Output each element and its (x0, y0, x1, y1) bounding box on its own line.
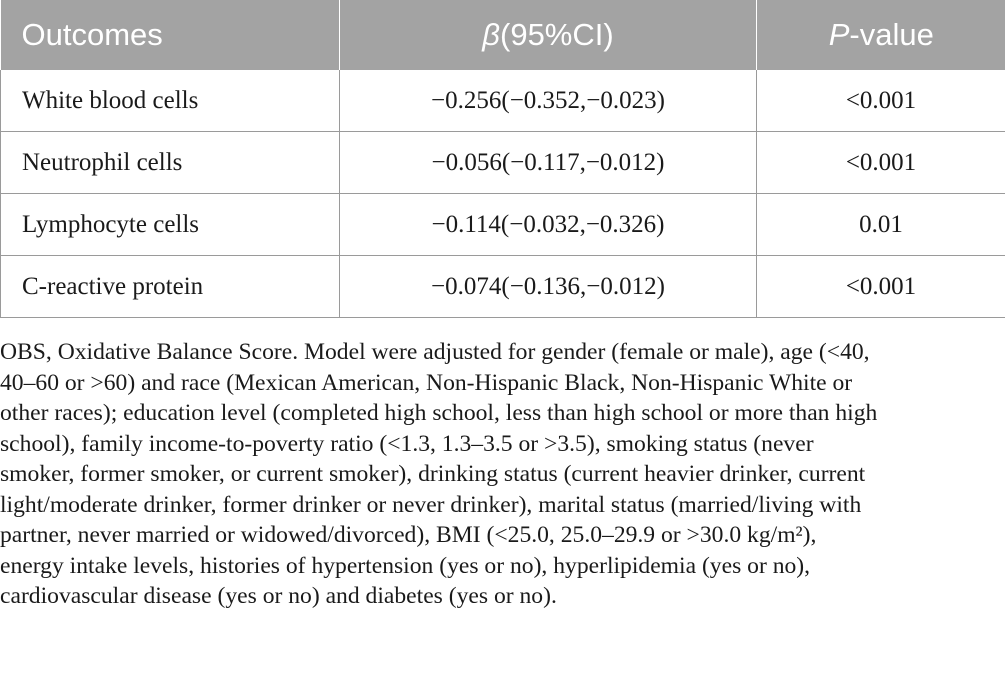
header-p-symbol: P (828, 17, 850, 52)
outcome-cell: C-reactive protein (1, 256, 340, 318)
beta-ci-cell: −0.256(−0.352,−0.023) (340, 70, 757, 132)
p-value-cell: <0.001 (757, 70, 1005, 132)
table-row (1, 194, 1005, 256)
header-p-value (757, 0, 1005, 70)
p-value-cell: 0.01 (757, 194, 1005, 256)
table-header (1, 0, 1005, 70)
results-table (0, 0, 1005, 318)
beta-ci-cell: −0.074(−0.136,−0.012) (340, 256, 757, 318)
header-p-value-label: -value (849, 17, 934, 52)
outcome-cell: White blood cells (1, 70, 340, 132)
header-beta-symbol: β (482, 17, 500, 52)
p-value-cell: <0.001 (757, 256, 1005, 318)
table-row (1, 256, 1005, 318)
p-value-cell: <0.001 (757, 132, 1005, 194)
table-row (1, 132, 1005, 194)
table-row (1, 70, 1005, 132)
table-body (1, 70, 1005, 318)
outcome-cell: Lymphocyte cells (1, 194, 340, 256)
beta-ci-cell: −0.056(−0.117,−0.012) (340, 132, 757, 194)
table-footnote: OBS, Oxidative Balance Score. Model were adjusted for gender (female or male), age (<40, 40–60 or >60) and race (Mexican American, Non-Hispanic Black, Non-Hispanic White or other races); education level (completed high school, less than high school or more than high school), family income-to-poverty ratio (<1.3, 1.3–3.5 or >3.5), smoking status (never smoker, former smoker, or current smoker), drinking status (current heavier drinker, current light/moderate drinker, former drinker or never drinker), marital status (married/living with partner, never married or widowed/divorced), BMI (<25.0, 25.0–29.9 or >30.0 kg/m²), energy intake levels, histories of hypertension (yes or no), hyperlipidemia (yes or no), cardiovascular disease (yes or no) and diabetes (yes or no). (0, 339, 878, 609)
outcome-cell: Neutrophil cells (1, 132, 340, 194)
header-row (1, 0, 1005, 70)
header-outcomes (1, 0, 340, 70)
header-outcomes-label: Outcomes (21, 17, 163, 52)
header-beta-ci (340, 0, 757, 70)
beta-ci-cell: −0.114(−0.032,−0.326) (340, 194, 757, 256)
header-beta-ci-label: (95%CI) (500, 17, 614, 52)
